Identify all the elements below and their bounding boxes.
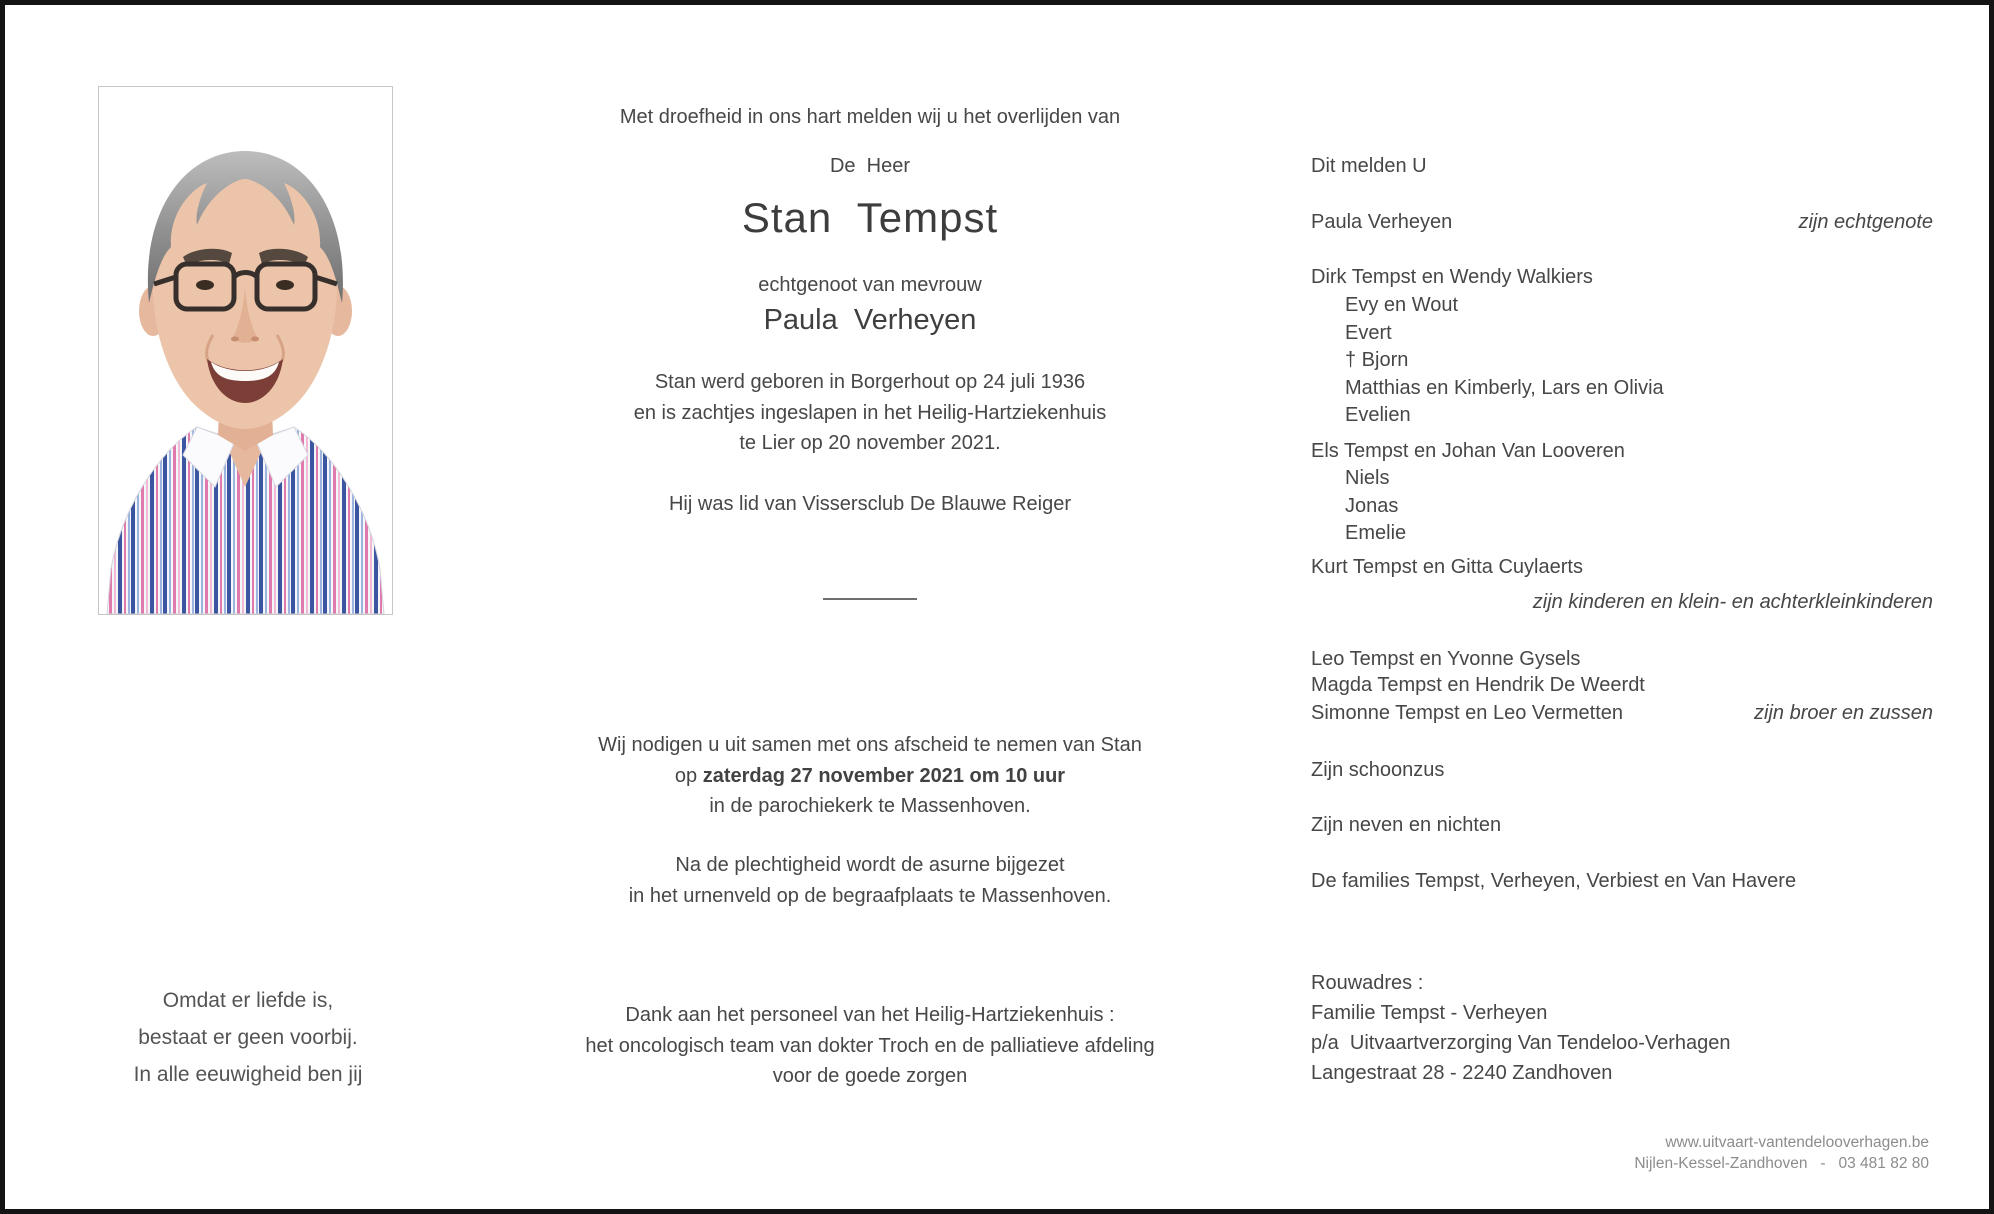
interment-line: Na de plechtigheid wordt de asurne bijgezet — [675, 854, 1065, 876]
gratitude-paragraph — [470, 1000, 1270, 1092]
family-member-line: Dirk Tempst en Wendy Walkiers — [1311, 266, 1593, 288]
intro-line: Met droefheid in ons hart melden wij u het overlijden van — [619, 106, 1121, 128]
sibling-line: Simonne Tempst en Leo Vermetten — [1311, 702, 1624, 724]
life-line: Stan werd geboren in Borgerhout op 24 juli 1936 — [654, 371, 1086, 393]
mourning-address-label: Rouwadres : — [1311, 972, 1424, 994]
invitation-line: in de parochiekerk te Massenhoven. — [709, 795, 1031, 817]
family-member-line: † Bjorn — [1345, 349, 1409, 371]
life-line: en is zachtjes ingeslapen in het Heilig-Hartziekenhuis — [633, 401, 1107, 424]
spouse-entry-name: Paula Verheyen — [1311, 211, 1453, 233]
cousins-line: Zijn neven en nichten — [1311, 814, 1502, 836]
interment-paragraph — [470, 850, 1270, 912]
children-relation-label: zijn kinderen en klein- en achterkleinkinderen — [1532, 591, 1933, 613]
family-member-line: Evy en Wout — [1345, 294, 1459, 316]
spouse-name: Paula Verheyen — [763, 304, 977, 336]
gratitude-line: het oncologisch team van dokter Troch en de palliatieve afdeling — [585, 1034, 1155, 1057]
gratitude-line: voor de goede zorgen — [772, 1065, 968, 1087]
portrait-illustration — [99, 87, 392, 614]
mourning-address-line: Familie Tempst - Verheyen — [1311, 1002, 1548, 1024]
sibling-line: Leo Tempst en Yvonne Gysels — [1311, 648, 1581, 670]
interment-line: in het urnenveld op de begraafplaats te Massenhoven. — [628, 885, 1112, 907]
family-member-line: Emelie — [1345, 522, 1407, 544]
memorial-quote-line: Omdat er liefde is, — [162, 989, 334, 1012]
section-divider — [823, 598, 917, 600]
relatives-header: Dit melden U — [1311, 155, 1427, 177]
invitation-paragraph — [470, 730, 1270, 822]
life-paragraph — [470, 367, 1270, 459]
mourning-address-line: Langestraat 28 - 2240 Zandhoven — [1311, 1062, 1613, 1084]
life-line: te Lier op 20 november 2021. — [739, 432, 1001, 454]
family-member-line: Niels — [1345, 467, 1390, 489]
footer-website: www.uitvaart-vantendelooverhagen.be — [1665, 1134, 1929, 1151]
spouse-intro-line: echtgenoot van mevrouw — [758, 274, 982, 296]
mourning-address-line: p/a Uitvaartverzorging Van Tendeloo-Verhagen — [1311, 1032, 1731, 1054]
siblings-relation-label: zijn broer en zussen — [1754, 702, 1933, 724]
family-member-line: Matthias en Kimberly, Lars en Olivia — [1345, 377, 1664, 399]
memorial-quote-line: In alle eeuwigheid ben jij — [133, 1063, 363, 1086]
family-member-line: Els Tempst en Johan Van Looveren — [1311, 440, 1625, 462]
salutation-line: De Heer — [829, 155, 911, 177]
footer-location-phone: Nijlen-Kessel-Zandhoven - 03 481 82 80 — [1634, 1155, 1929, 1172]
membership-line: Hij was lid van Vissersclub De Blauwe Reiger — [668, 493, 1072, 515]
portrait-photo — [98, 86, 393, 615]
invitation-date-emphasis: zaterdag 27 november 2021 om 10 uur — [702, 764, 1066, 787]
spouse-relation-label: zijn echtgenote — [1798, 211, 1933, 233]
invitation-line: Wij nodigen u uit samen met ons afscheid te nemen van Stan — [598, 734, 1142, 756]
family-member-line: Evert — [1345, 322, 1392, 344]
family-member-line: Jonas — [1345, 495, 1399, 517]
families-line: De families Tempst, Verheyen, Verbiest en Van Havere — [1311, 870, 1797, 892]
invitation-line-date — [470, 761, 1270, 792]
memorial-quote-line: bestaat er geen voorbij. — [138, 1026, 358, 1049]
family-member-line: Evelien — [1345, 404, 1411, 426]
family-member-line: Kurt Tempst en Gitta Cuylaerts — [1311, 556, 1583, 578]
sibling-line: Magda Tempst en Hendrik De Weerdt — [1311, 674, 1645, 696]
invitation-date-prefix: op — [674, 764, 703, 787]
sister-in-law-line: Zijn schoonzus — [1311, 759, 1445, 781]
funeral-home-footer — [1311, 1132, 1929, 1174]
memorial-quote — [60, 982, 436, 1093]
gratitude-line: Dank aan het personeel van het Heilig-Hartziekenhuis : — [625, 1004, 1115, 1026]
deceased-name: Stan Tempst — [741, 194, 999, 241]
